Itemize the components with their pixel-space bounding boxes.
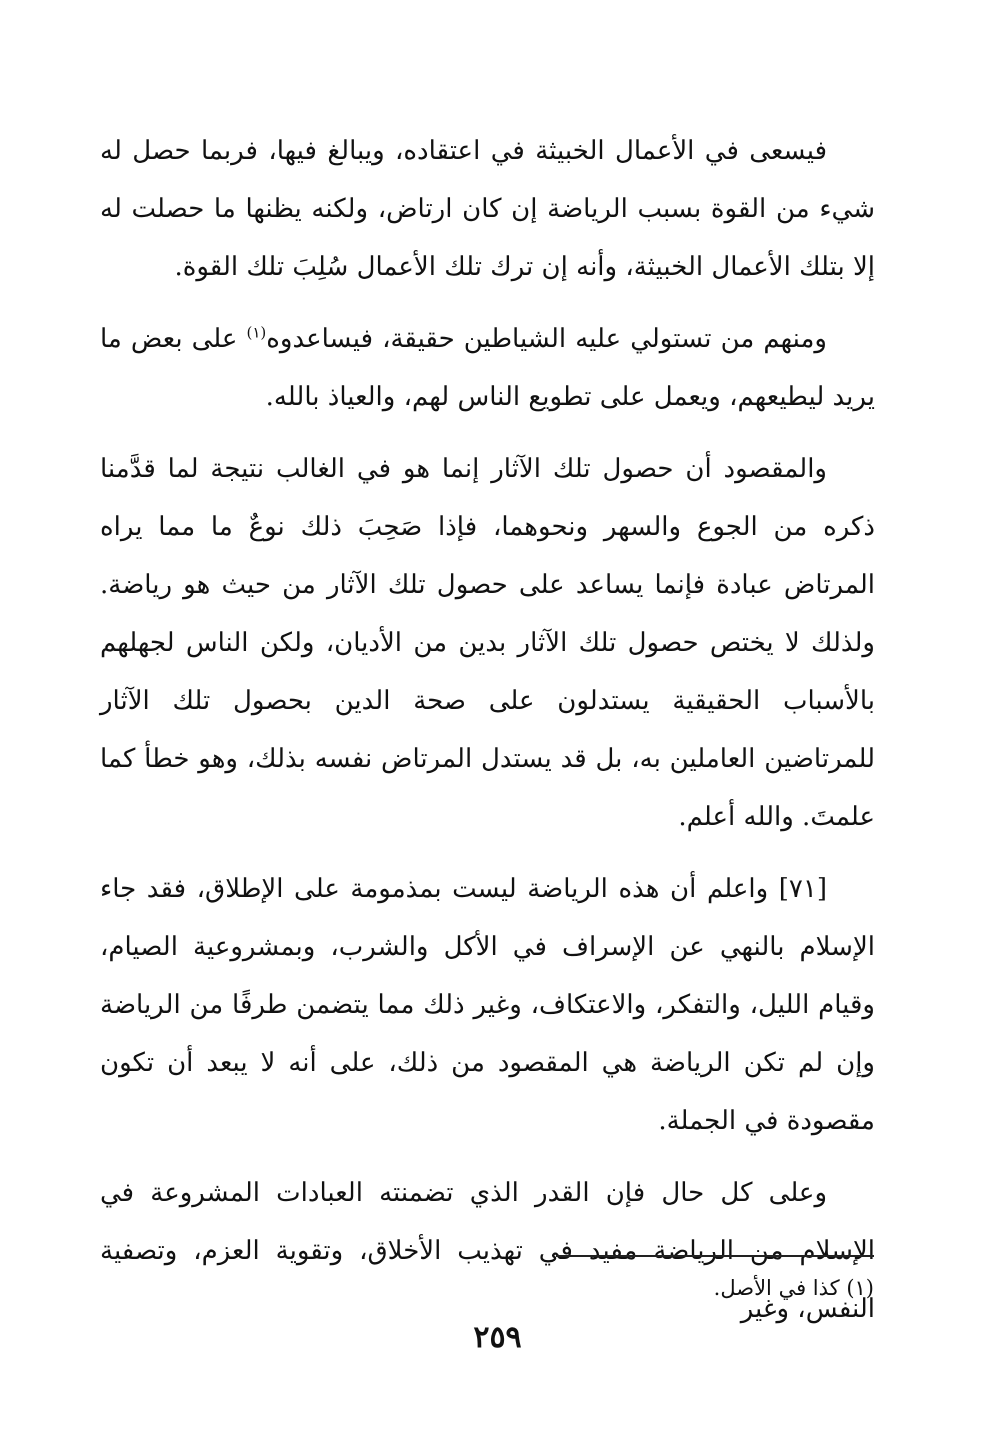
page-number: ٢٥٩ xyxy=(473,1320,522,1355)
paragraph-1: فيسعى في الأعمال الخبيثة في اعتقاده، ويبالغ فيها، فربما حصل له شيء من القوة بسبب الرياضة إن كان ارتاض، ولكنه يظنها ما حصلت له إلا بتلك الأعمال الخبيثة، وأنه إن ترك تلك الأعمال سُلِبَ تلك القوة. xyxy=(100,136,875,282)
paragraph-5: وعلى كل حال فإن القدر الذي تضمنته العبادات المشروعة في الإسلام من الرياضة مفيد في تهذيب الأخلاق، وتقوية العزم، وتصفية النفس، وغير xyxy=(100,1178,875,1324)
main-text xyxy=(100,122,875,1352)
footnote-divider xyxy=(556,1255,874,1257)
footnote: (١) كذا في الأصل. xyxy=(713,1276,874,1300)
paragraph-2-text-start: ومنهم من تستولي عليه الشياطين حقيقة، فيساعدوه xyxy=(266,324,827,354)
paragraph-2-text-end: على بعض ما يريد ليطيعهم، ويعمل على تطويع الناس لهم، والعياذ بالله. xyxy=(100,324,875,412)
paragraph-3: والمقصود أن حصول تلك الآثار إنما هو في الغالب نتيجة لما قدَّمنا ذكره من الجوع والسهر ونحوهما، فإذا صَحِبَ ذلك نوعٌ ما مما يراه المرتاض عبادة فإنما يساعد على حصول تلك الآثار من حيث هو رياضة. ولذلك لا يختص حصول تلك الآثار بدين من الأديان، ولكن الناس لجهلهم بالأسباب الحقيقية يستدلون على صحة الدين بحصول تلك الآثار للمرتاضين العاملين به، بل قد يستدل المرتاض نفسه بذلك، وهو خطأ كما علمتَ. والله أعلم. xyxy=(100,454,875,832)
footnote-reference[interactable]: (١) xyxy=(246,323,267,342)
paragraph-2 xyxy=(100,310,875,426)
paragraph-4: [٧١] واعلم أن هذه الرياضة ليست بمذمومة على الإطلاق، فقد جاء الإسلام بالنهي عن الإسراف في الأكل والشرب، وبمشروعية الصيام، وقيام الليل، والتفكر، والاعتكاف، وغير ذلك مما يتضمن طرفًا من الرياضة وإن لم تكن الرياضة هي المقصود من ذلك، على أنه لا يبعد أن تكون مقصودة في الجملة. xyxy=(100,874,875,1136)
